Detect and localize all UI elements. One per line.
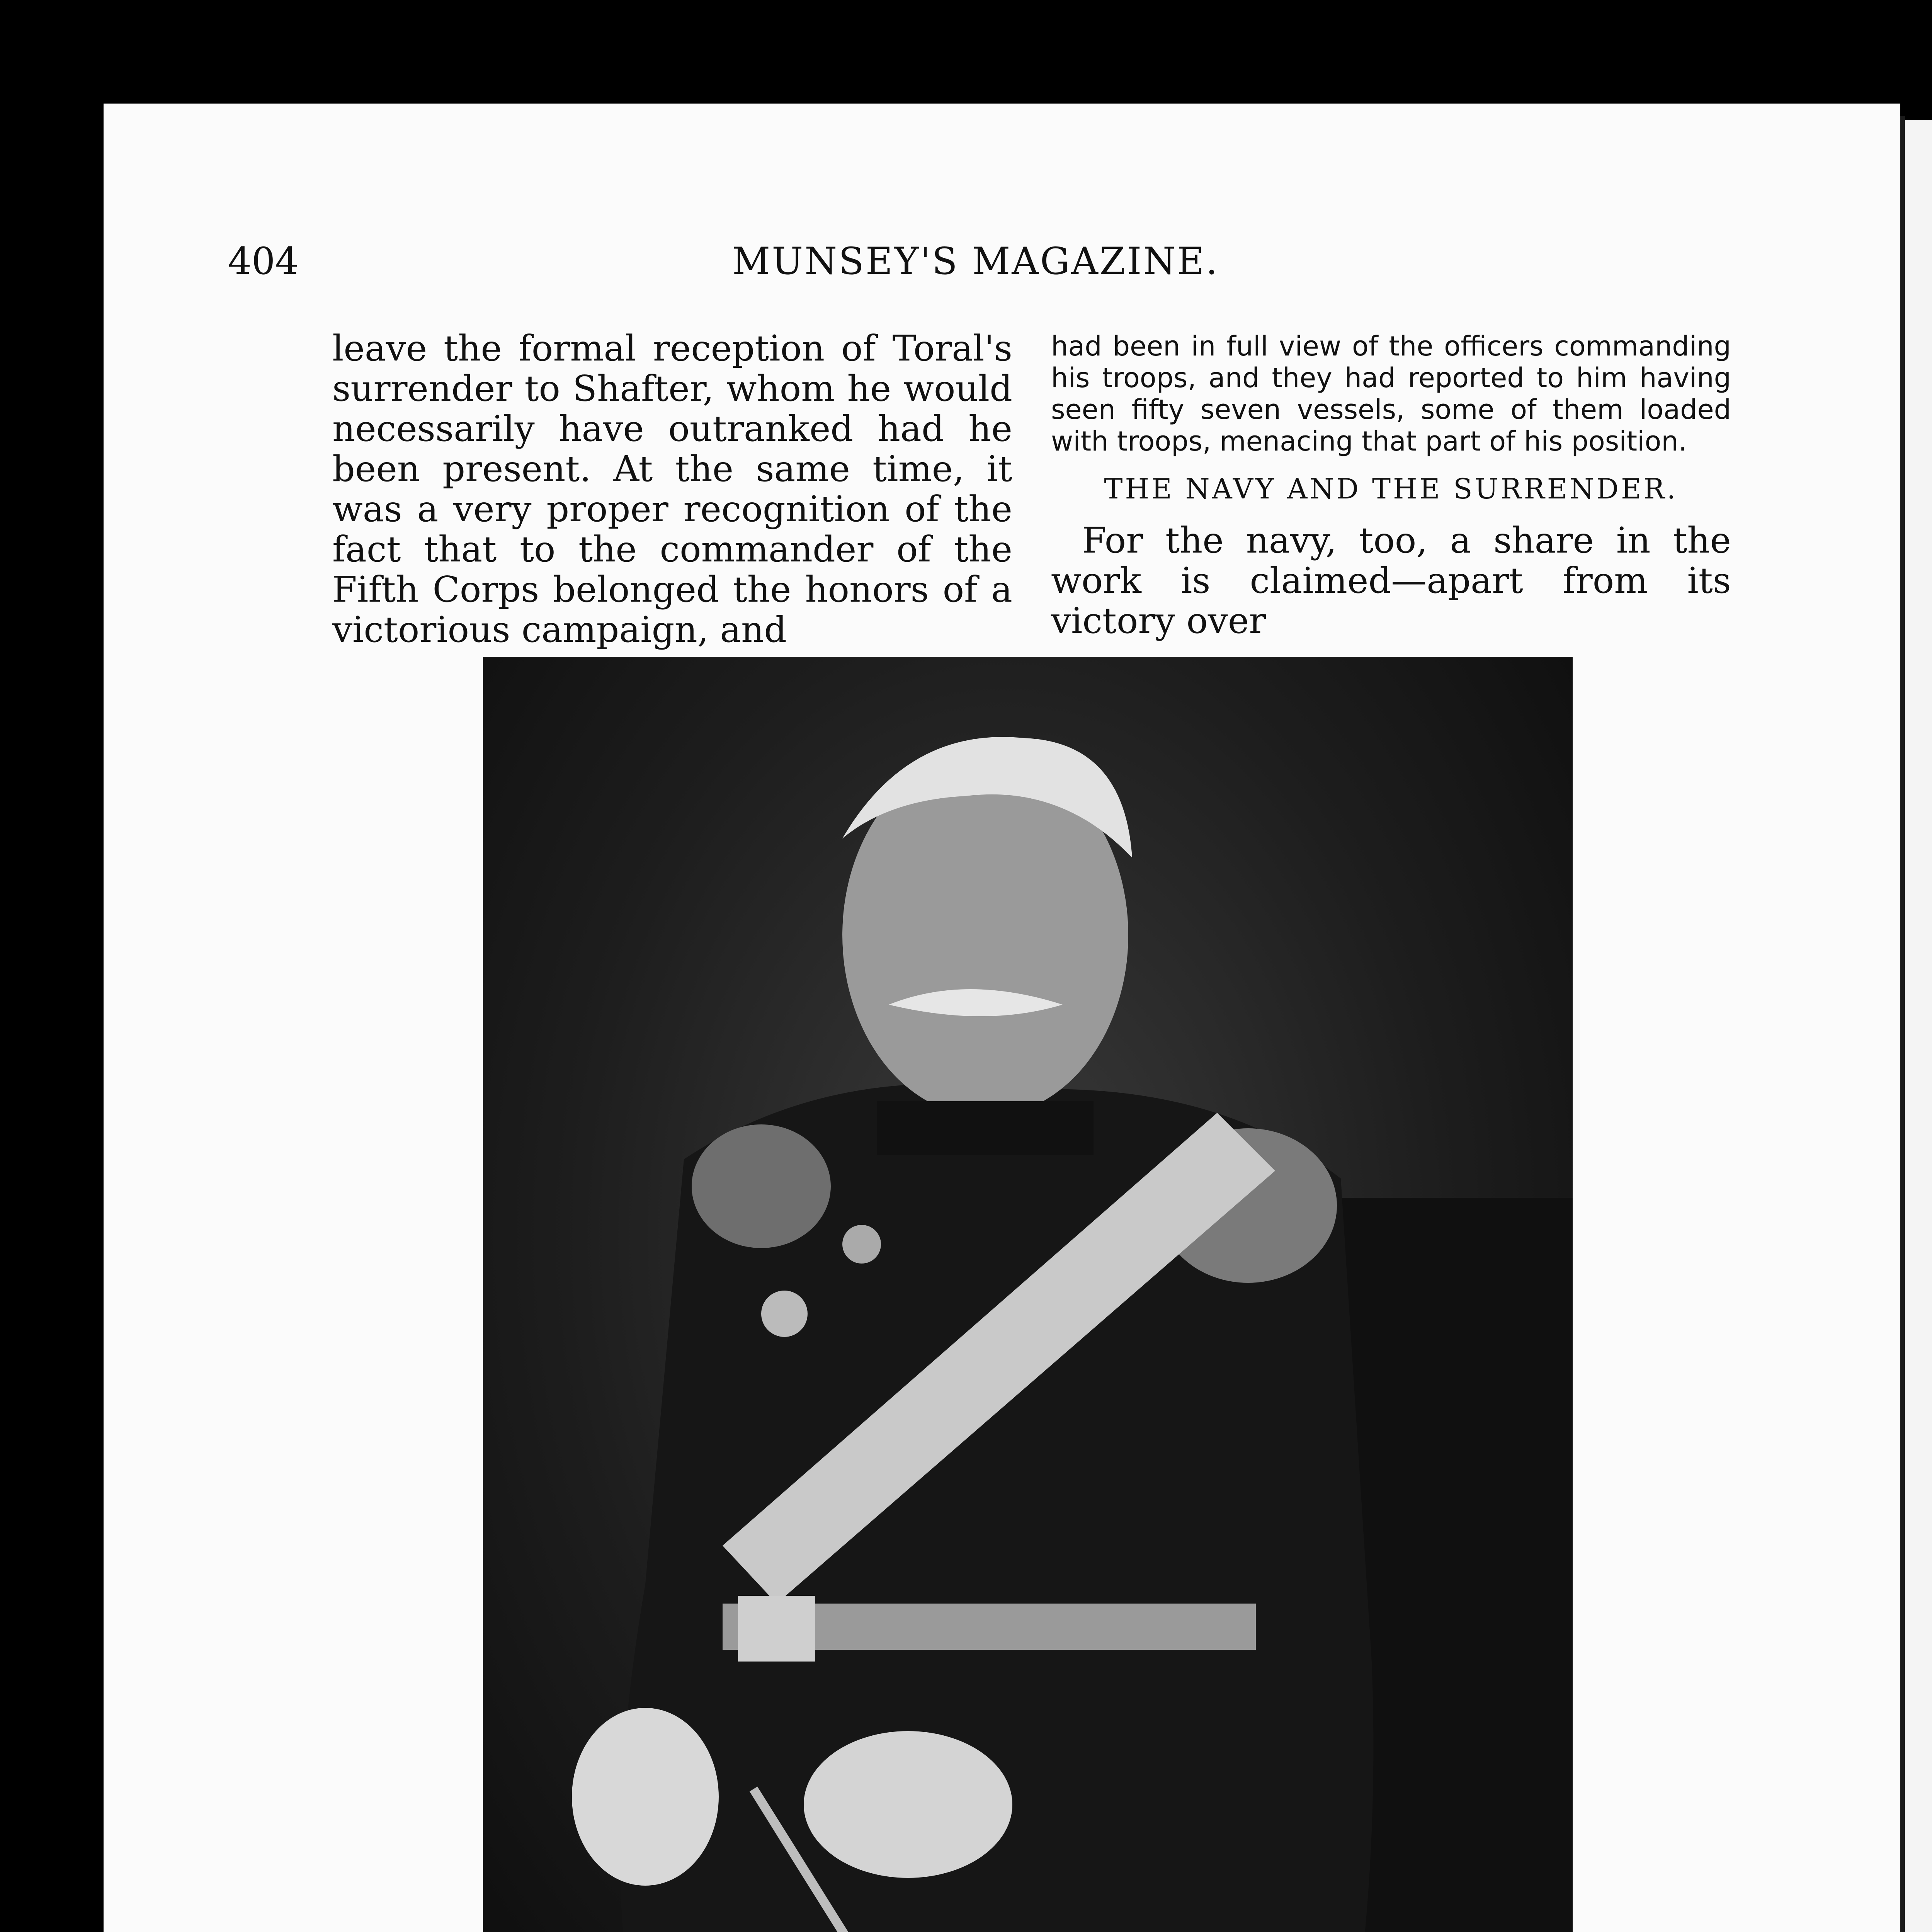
top-right-quote: had been in full view of the officers commanding his troops, and they had reported to him having seen fifty seven vessels, some of them loaded with troops, menacing that part of his position. (1051, 330, 1731, 457)
page-number: 404 (228, 240, 299, 283)
top-left-paragraph: leave the formal reception of Toral's surrender to Shafter, whom he would necessarily have outranked had he been present. At the same time, it was a very proper recognition of the fact that to the commander of the Fifth Corps belonged the honors of a victorious campaign, and (332, 328, 1012, 650)
top-right-column (1051, 330, 1731, 641)
magazine-title: MUNSEY'S MAGAZINE. (732, 240, 1219, 283)
section-heading: THE NAVY AND THE SURRENDER. (1104, 473, 1678, 505)
portrait-illustration (483, 657, 1573, 1932)
portrait-photograph (483, 657, 1573, 1932)
top-right-paragraph: For the navy, too, a share in the work is claimed—apart from its victory over (1051, 520, 1731, 641)
top-left-column (332, 328, 1012, 650)
page-gutter (1900, 116, 1905, 1932)
running-head (228, 240, 1723, 286)
